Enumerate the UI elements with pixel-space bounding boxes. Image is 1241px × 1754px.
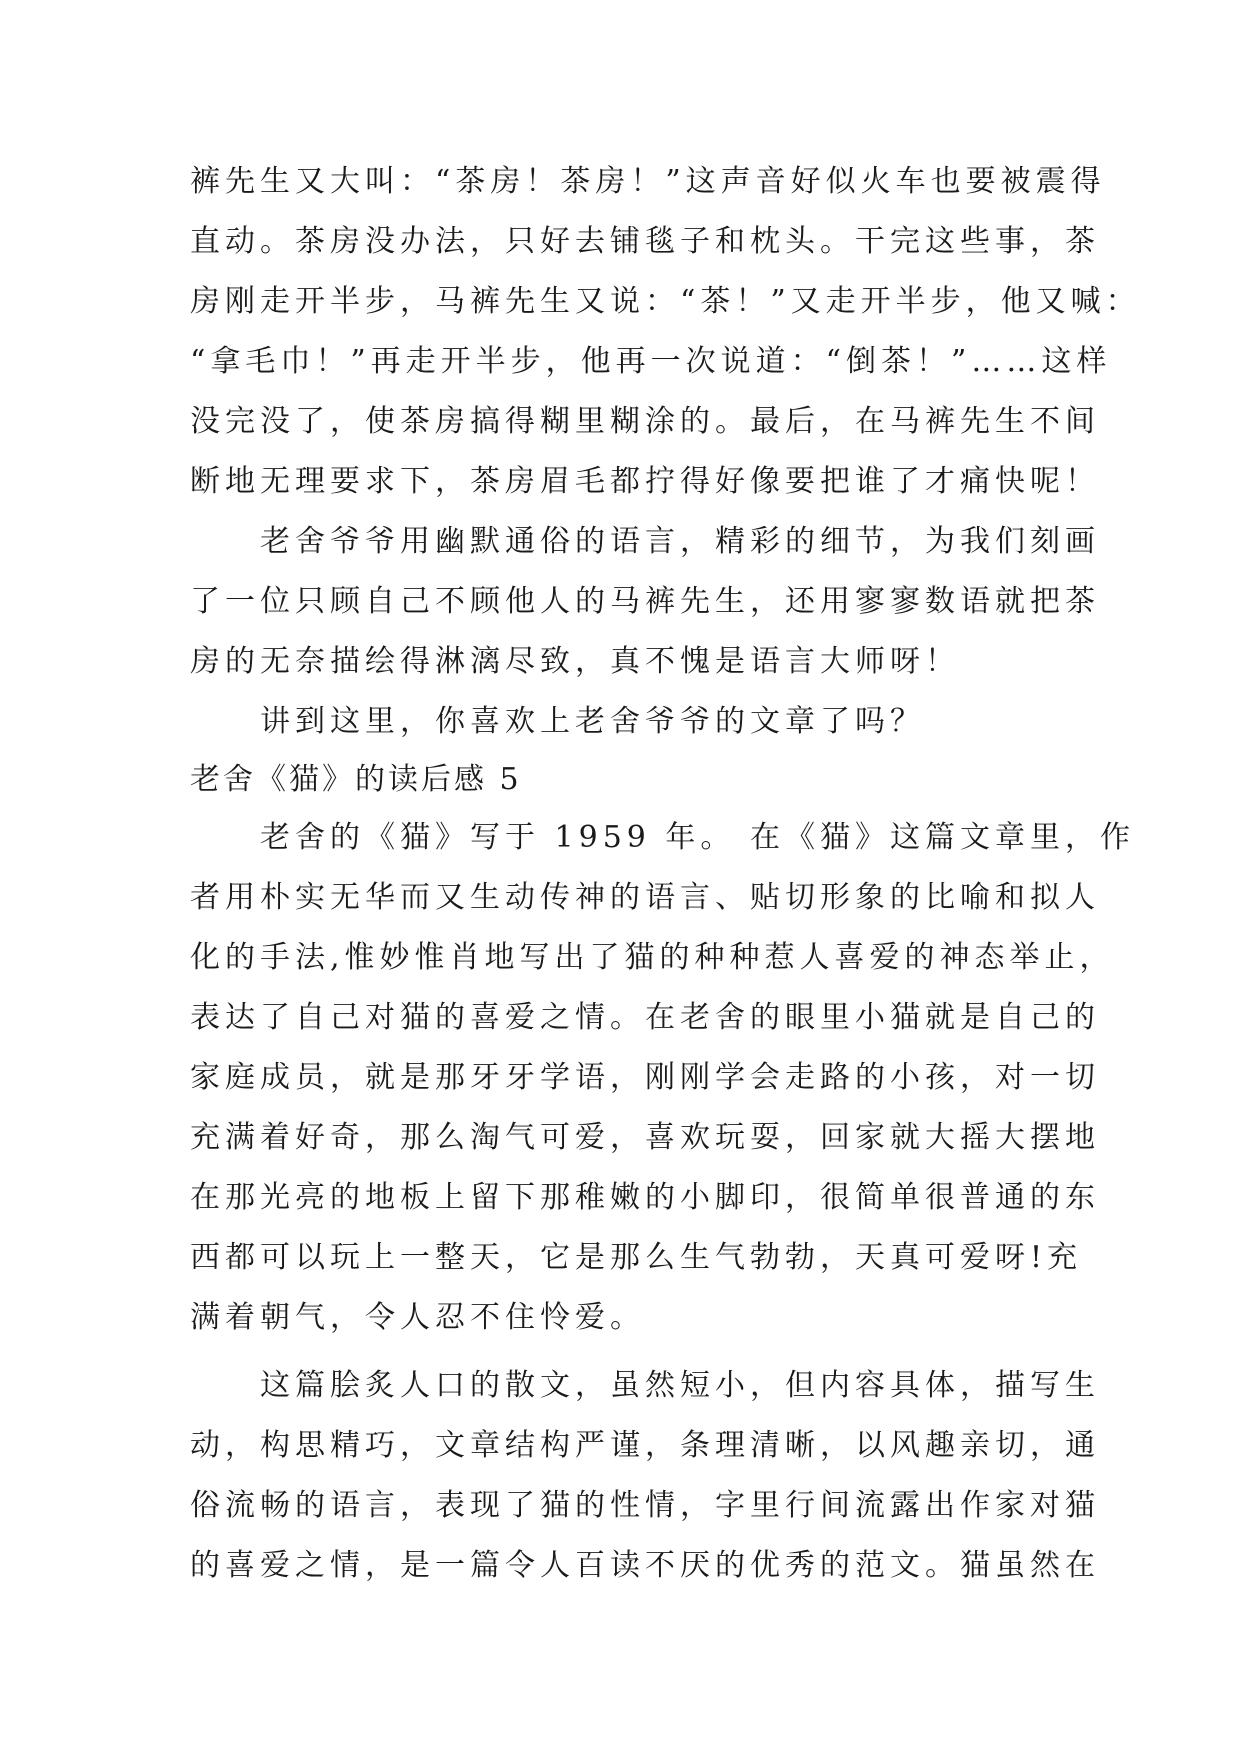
text-line: 表达了自己对猫的喜爱之情。在老舍的眼里小猫就是自己的 [190,1000,1100,1035]
text-line: 这篇脍炙人口的散文，虽然短小，但内容具体，描写生 [190,1368,1100,1403]
text-line: 俗流畅的语言，表现了猫的性情，字里行间流露出作家对猫 [190,1488,1100,1523]
text-line: 老舍的《猫》写于 1959 年。 在《猫》这篇文章里，作 [190,820,1135,855]
text-line: 直动。茶房没办法，只好去铺毯子和枕头。干完这些事，茶 [190,224,1100,259]
text-line: 动，构思精巧，文章结构严谨，条理清晰，以风趣亲切，通 [190,1428,1100,1463]
text-line: 家庭成员，就是那牙牙学语，刚刚学会走路的小孩，对一切 [190,1060,1100,1095]
text-line: 老舍爷爷用幽默通俗的语言，精彩的细节，为我们刻画 [190,524,1100,559]
text-line: 者用朴实无华而又生动传神的语言、贴切形象的比喻和拟人 [190,880,1100,915]
text-line: 化的手法,惟妙惟肖地写出了猫的种种惹人喜爱的神态举止， [190,940,1115,975]
text-line: 断地无理要求下，茶房眉毛都拧得好像要把谁了才痛快呢！ [190,464,1100,499]
text-line: 房刚走开半步，马裤先生又说：“茶！”又走开半步，他又喊： [190,284,1141,319]
text-line: 讲到这里，你喜欢上老舍爷爷的文章了吗？ [190,704,925,739]
paragraph-laoshe-language [190,512,1100,692]
text-line: 西都可以玩上一整天，它是那么生气勃勃，天真可爱呀!充 [190,1240,1083,1275]
text-line: “拿毛巾！”再走开半步，他再一次说道：“倒茶！”……这样 [190,344,1112,379]
section-title: 老舍《猫》的读后感 5 [190,762,522,797]
text-line: 在那光亮的地板上留下那稚嫩的小脚印，很简单很普通的东 [190,1180,1100,1215]
paragraph-continued [190,152,1141,512]
text-line: 裤先生又大叫：“茶房！茶房！”这声音好似火车也要被震得 [190,164,1106,199]
text-line: 充满着好奇，那么淘气可爱，喜欢玩耍，回家就大摇大摆地 [190,1120,1100,1155]
paragraph-gap [190,1348,1070,1356]
paragraph-cat-intro [190,808,1135,1348]
text-line: 的喜爱之情，是一篇令人百读不厌的优秀的范文。猫虽然在 [190,1548,1100,1583]
paragraph-question [190,692,1070,752]
text-line: 满着朝气，令人忍不住怜爱。 [190,1300,645,1335]
text-line: 了一位只顾自己不顾他人的马裤先生，还用寥寥数语就把茶 [190,584,1100,619]
text-line: 没完没了，使茶房搞得糊里糊涂的。最后，在马裤先生不间 [190,404,1100,439]
paragraph-cat-essay [190,1356,1100,1596]
document-page [190,152,1141,1596]
text-line: 房的无奈描绘得淋漓尽致，真不愧是语言大师呀！ [190,644,960,679]
